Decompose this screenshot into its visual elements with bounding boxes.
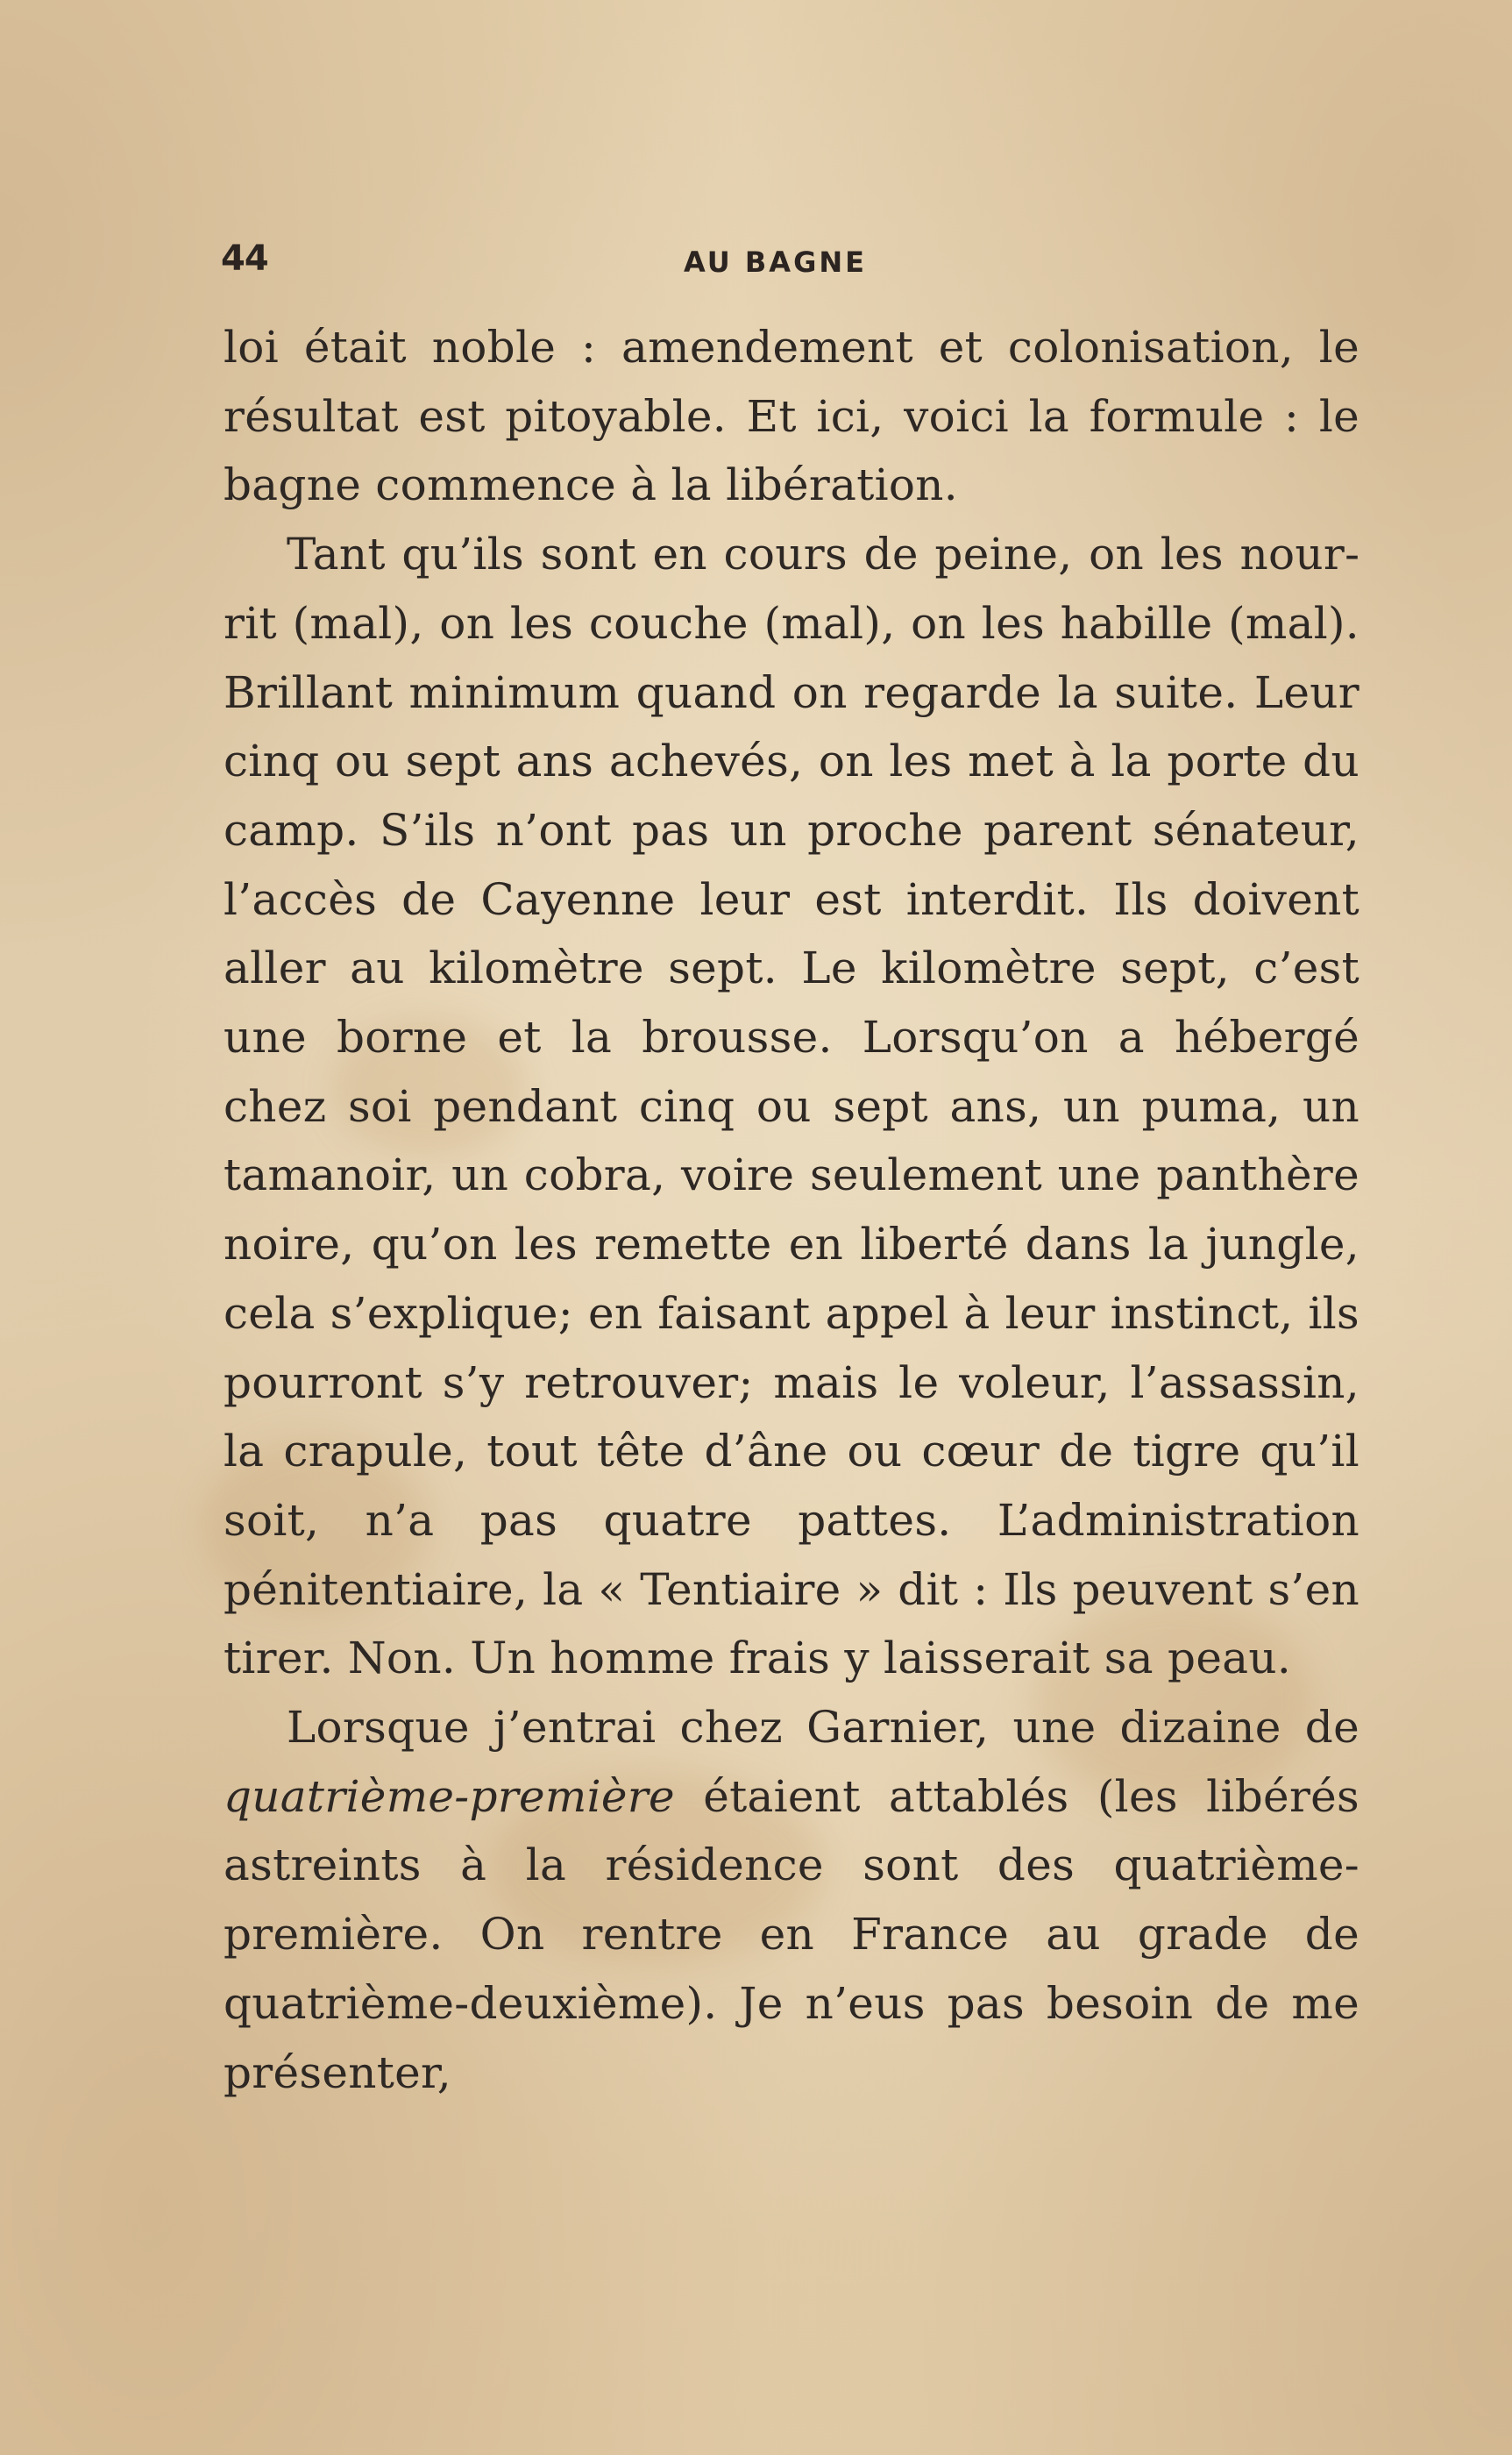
page-header (221, 238, 1360, 291)
paragraph-text: étaient attablés (les libérés astreints à la résidence sont des quatrième-première. On rentre en France au grade de quatrième-deuxième). Je n’eus pas besoin de me présenter, (224, 1770, 1359, 2098)
page-number: 44 (221, 238, 268, 279)
italic-term: quatrième-première (224, 1770, 675, 1822)
running-title: AU BAGNE (684, 246, 867, 279)
paragraph-text: Lorsque j’entrai chez Garnier, une dizaine de (287, 1702, 1359, 1754)
body-text (224, 313, 1359, 2107)
paragraph-continued: loi était noble : amendement et colonisation, le résultat est pitoyable. Et ici, voici la formule : le bagne commence à la libération. (224, 322, 1359, 511)
paragraph (224, 1693, 1359, 2107)
paragraph: Tant qu’ils sont en cours de peine, on les nourrit (mal), on les couche (mal), on les habille (mal). Brillant minimum quand on regarde la suite. Leur cinq ou sept ans achevés, on les met à la porte du camp. S’ils n’ont pas un proche parent sénateur, l’accès de Cayenne leur est interdit. Ils doivent aller au kilomètre sept. Le kilomètre sept, c’est une borne et la brousse. Lorsqu’on a hébergé chez soi pendant cinq ou sept ans, un puma, un tamanoir, un cobra, voire seulement une panthère noire, qu’on les remette en liberté dans la jungle, cela s’explique; en faisant appel à leur instinct, ils pourront s’y retrouver; mais le voleur, l’assassin, la crapule, tout tête d’âne ou cœur de tigre qu’il soit, n’a pas quatre pattes. L’administration pénitentiaire, la « Tentiaire » dit : Ils peuvent s’en tirer. Non. Un homme frais y laisserait sa peau. (224, 529, 1359, 1684)
